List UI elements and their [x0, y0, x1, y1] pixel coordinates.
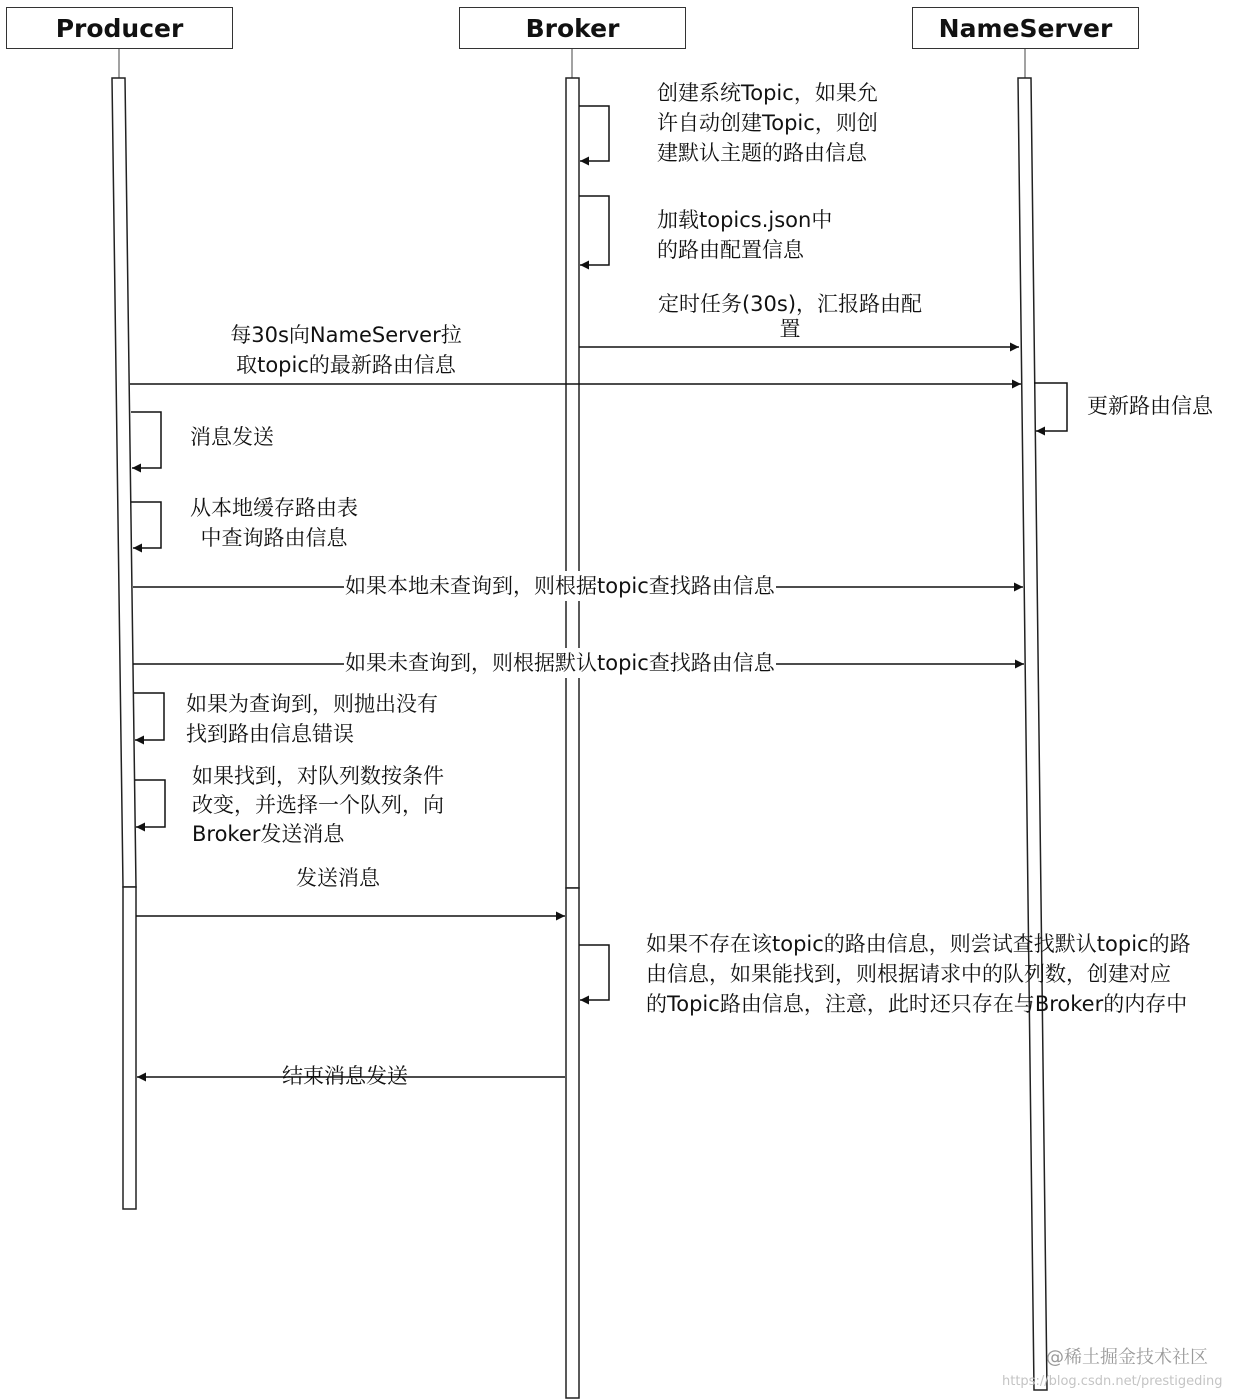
- producer-activation-1: [112, 78, 136, 887]
- self-msg-broker-load-topics: [579, 196, 609, 265]
- self-msg-nameserver-update: [1034, 383, 1067, 431]
- participant-broker: Broker: [459, 7, 686, 49]
- label-query-by-topic: 如果本地未查询到，则根据topic查找路由信息: [344, 571, 776, 601]
- note-producer-send: 消息发送: [190, 425, 274, 449]
- watermark-brand: @稀土掘金技术社区: [1046, 1347, 1208, 1368]
- note-producer-local-query: 从本地缓存路由表 中查询路由信息: [190, 496, 358, 550]
- self-msg-producer-select-queue: [135, 780, 165, 827]
- note-producer-select-queue: 如果找到，对队列数按条件 改变，并选择一个队列，向 Broker发送消息: [192, 764, 444, 846]
- self-msg-producer-local-query: [131, 502, 161, 548]
- note-producer-not-found: 如果为查询到，则抛出没有 找到路由信息错误: [186, 692, 438, 746]
- self-msg-broker-create-topic: [579, 106, 609, 161]
- label-query-by-default-topic: 如果未查询到，则根据默认topic查找路由信息: [344, 648, 776, 678]
- label-send-message: 发送消息: [296, 866, 380, 890]
- lifeline-stubs: [119, 49, 1025, 78]
- participant-producer: Producer: [6, 7, 233, 49]
- watermark-url: https://blog.csdn.net/prestigeding: [1002, 1374, 1223, 1389]
- note-broker-create-route: 如果不存在该topic的路由信息，则尝试查找默认topic的路 由信息，如果能找到，则根据请求中的队列数，创建对应 的Topic路由信息，注意，此时还只存在与Broker的内存中: [646, 932, 1191, 1016]
- label-producer-pull: 每30s向NameServer拉 取topic的最新路由信息: [230, 323, 462, 377]
- self-msg-producer-not-found: [134, 693, 164, 740]
- note-broker-load-topics: 加载topics.json中 的路由配置信息: [657, 208, 833, 262]
- note-broker-create-topic: 创建系统Topic，如果允 许自动创建Topic，则创 建默认主题的路由信息: [657, 81, 878, 165]
- broker-activation-2: [566, 888, 579, 1398]
- self-msg-producer-send: [131, 412, 161, 468]
- self-messages: [131, 106, 1067, 1000]
- note-nameserver-update: 更新路由信息: [1087, 394, 1213, 418]
- label-end-send: 结束消息发送: [282, 1064, 408, 1088]
- label-broker-report: 定时任务(30s)，汇报路由配 置: [657, 292, 923, 341]
- nameserver-activation: [1018, 78, 1047, 1390]
- self-msg-broker-create-route: [579, 945, 609, 1000]
- broker-activation-1: [566, 78, 579, 888]
- participant-nameserver: NameServer: [912, 7, 1139, 49]
- producer-activation-2: [123, 887, 136, 1209]
